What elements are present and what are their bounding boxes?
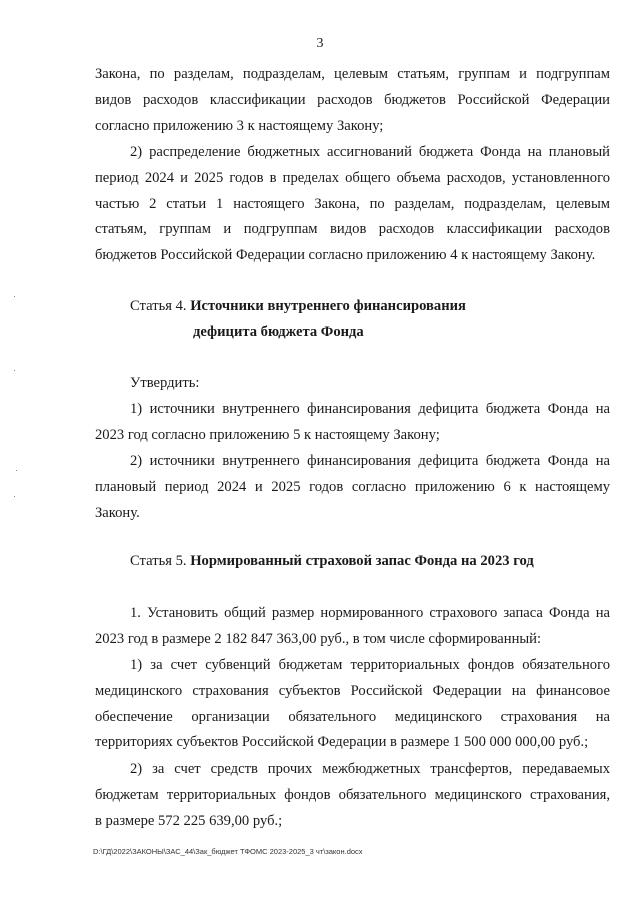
- text-line: 2) за счет средств прочих межбюджетных трансфертов, передаваемых: [130, 761, 610, 777]
- article-5-title: Нормированный страховой запас Фонда на 2023 год: [190, 553, 534, 569]
- paragraph-reserve-transfers: [95, 757, 610, 834]
- footer-file-path: D:\ГД\2022\ЗАКОНЫ\ЗАС_44\Зак_бюджет ТФОМС 2023-2025_3 чт\закон.docx: [93, 847, 363, 856]
- text-line: плановый период 2024 и 2025 годов согласно приложению 6 к настоящему: [95, 478, 610, 495]
- text-line: Закона, по разделам, подразделам, целевым статьям, группам и подгруппам: [95, 66, 610, 82]
- paragraph-approve: [95, 371, 610, 397]
- paragraph-item-2-distribution: [95, 140, 610, 269]
- scan-speck: [14, 496, 15, 497]
- paragraph-reserve-subventions: [95, 653, 610, 756]
- scan-speck: [14, 296, 15, 297]
- text-line: бюджетам территориальных фондов обязательного медицинского страхования,: [95, 786, 610, 803]
- text-line: согласно приложению 3 к настоящему Закону;: [95, 117, 384, 134]
- article-5-prefix: Статья 5.: [130, 553, 187, 569]
- text-line: бюджетов Российской Федерации согласно приложению 4 к настоящему Закону.: [95, 247, 596, 264]
- text-line: обеспечение организации обязательного медицинского страхования на: [95, 708, 610, 725]
- article-4-heading-line2: [193, 320, 364, 346]
- text-line: в размере 572 225 639,00 руб.;: [95, 812, 283, 829]
- text-line: территориях субъектов Российской Федерации в размере 1 500 000 000,00 руб.;: [95, 734, 589, 751]
- text-line: 1) за счет субвенций бюджетам территориальных фондов обязательного: [130, 657, 610, 673]
- text-line: 1) источники внутреннего финансирования дефицита бюджета Фонда на: [130, 401, 610, 417]
- text-line: Закону.: [95, 504, 140, 521]
- article-4-title-line2: дефицита бюджета Фонда: [193, 324, 364, 340]
- text-line: Утвердить:: [130, 375, 200, 391]
- text-line: 2023 год согласно приложению 5 к настоящему Закону;: [95, 426, 440, 443]
- article-4-prefix: Статья 4.: [130, 298, 187, 314]
- paragraph-reserve-total: [95, 601, 610, 653]
- text-line: видов расходов классификации расходов бюджетов Российской Федерации: [95, 91, 610, 108]
- text-line: период 2024 и 2025 годов в пределах общего объема расходов, установленного: [95, 169, 610, 186]
- text-line: 2) распределение бюджетных ассигнований бюджета Фонда на плановый: [130, 144, 610, 160]
- article-4-heading: [130, 294, 466, 320]
- text-line: статьям, группам и подгруппам видов расходов классификации расходов: [95, 221, 610, 238]
- article-4-title-line1: Источники внутреннего финансирования: [190, 298, 466, 314]
- text-line: 2023 год в размере 2 182 847 363,00 руб., в том числе сформированный:: [95, 630, 542, 647]
- text-line: 2) источники внутреннего финансирования дефицита бюджета Фонда на: [130, 453, 610, 469]
- text-line: медицинского страхования субъектов Российской Федерации на финансовое: [95, 682, 610, 699]
- paragraph-continuation: [95, 62, 610, 139]
- page-number: 3: [316, 36, 324, 51]
- article-5-heading: [130, 549, 534, 575]
- paragraph-sources-planning: [95, 449, 610, 526]
- scan-speck: [16, 470, 17, 471]
- text-line: частью 2 статьи 1 настоящего Закона, по разделам, подразделам, целевым: [95, 195, 610, 212]
- text-line: 1. Установить общий размер нормированного страхового запаса Фонда на: [130, 605, 610, 621]
- scan-speck: [14, 370, 15, 371]
- paragraph-sources-2023: [95, 397, 610, 449]
